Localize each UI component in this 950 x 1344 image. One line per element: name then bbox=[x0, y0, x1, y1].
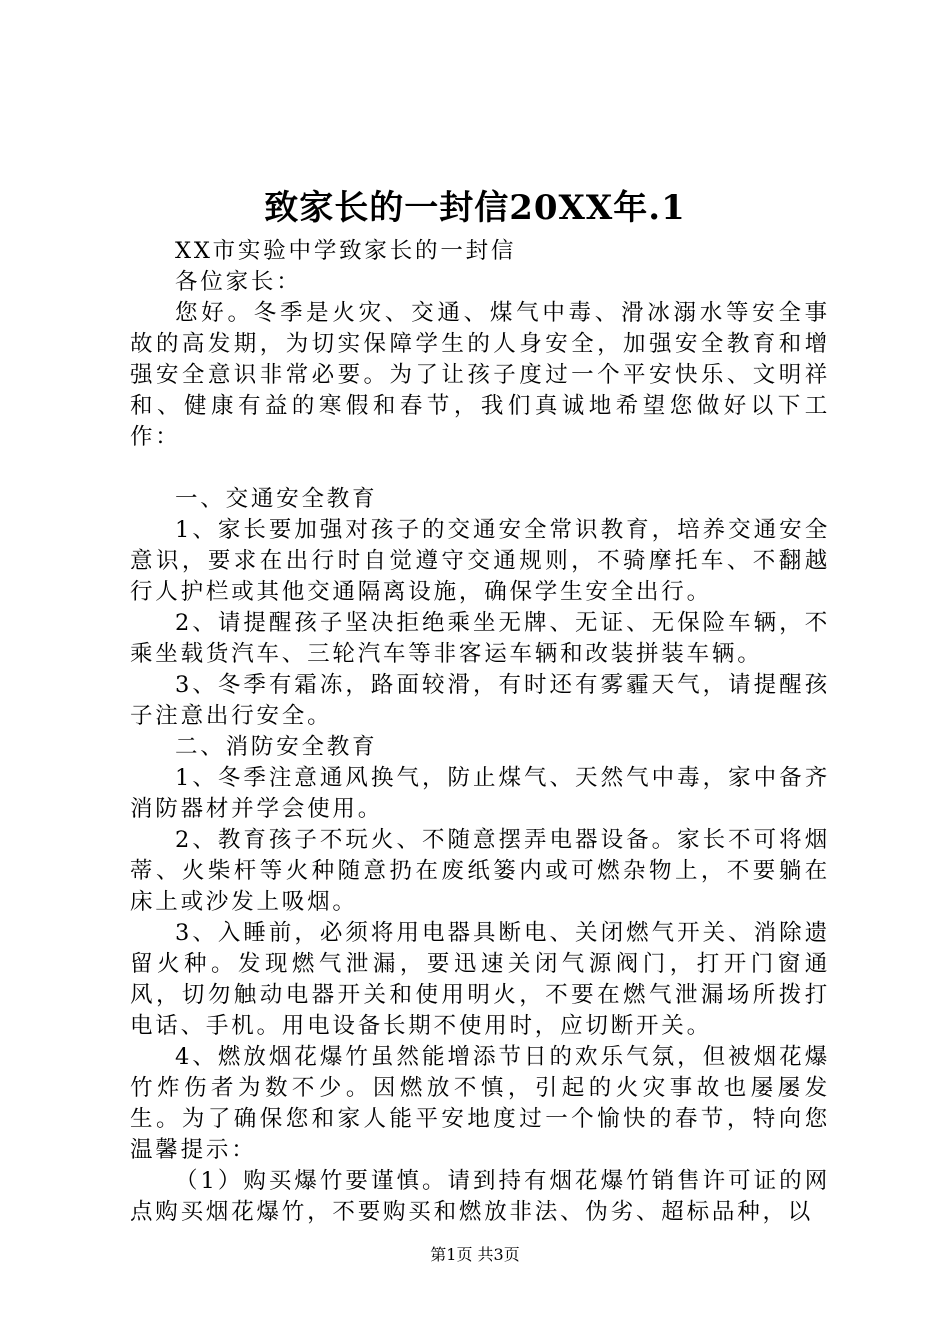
salutation: 各位家长： bbox=[175, 269, 302, 295]
traffic-item: 3、冬季有霜冻，路面较滑，有时还有雾霾天气，请提醒孩子注意出行安全。 bbox=[130, 672, 830, 729]
document-body bbox=[130, 236, 830, 1228]
school-line: XX市实验中学致家长的一封信 bbox=[175, 238, 517, 264]
intro-paragraph: 您好。冬季是火灾、交通、煤气中毒、滑冰溺水等安全事故的高发期，为切实保障学生的人身安全，加强安全教育和增强安全意识非常必要。为了让孩子度过一个平安快乐、文明祥和、健康有益的寒假和春节，我们真诚地希望您做好以下工作： bbox=[130, 300, 830, 450]
traffic-item: 1、家长要加强对孩子的交通安全常识教育，培养交通安全意识，要求在出行时自觉遵守交通规则，不骑摩托车、不翻越行人护栏或其他交通隔离设施，确保学生安全出行。 bbox=[130, 517, 830, 605]
fire-item: （1）购买爆竹要谨慎。请到持有烟花爆竹销售许可证的网点购买烟花爆竹，不要购买和燃放非法、伪劣、超标品种，以 bbox=[130, 1168, 830, 1225]
fire-item: 3、入睡前，必须将用电器具断电、关闭燃气开关、消除遗留火种。发现燃气泄漏，要迅速关闭气源阀门，打开门窗通风，切勿触动电器开关和使用明火，不要在燃气泄漏场所拨打电话、手机。用电设备长期不使用时，应切断开关。 bbox=[130, 920, 830, 1039]
fire-item: 4、燃放烟花爆竹虽然能增添节日的欢乐气氛，但被烟花爆竹炸伤者为数不少。因燃放不慎，引起的火灾事故也屡屡发生。为了确保您和家人能平安地度过一个愉快的春节，特向您温馨提示： bbox=[130, 1044, 830, 1163]
fire-item: 1、冬季注意通风换气，防止煤气、天然气中毒，家中备齐消防器材并学会使用。 bbox=[130, 765, 830, 822]
section-heading-traffic: 一、交通安全教育 bbox=[175, 486, 378, 512]
traffic-item: 2、请提醒孩子坚决拒绝乘坐无牌、无证、无保险车辆，不乘坐载货汽车、三轮汽车等非客运车辆和改装拼装车辆。 bbox=[130, 610, 830, 667]
paragraph-gap bbox=[130, 453, 830, 484]
page-footer: 第1页 共3页 bbox=[430, 1245, 520, 1264]
fire-item: 2、教育孩子不玩火、不随意摆弄电器设备。家长不可将烟蒂、火柴杆等火种随意扔在废纸篓内或可燃杂物上，不要躺在床上或沙发上吸烟。 bbox=[130, 827, 830, 915]
document-title: 致家长的一封信20XX年.1 bbox=[264, 188, 686, 228]
section-heading-fire: 二、消防安全教育 bbox=[175, 734, 378, 760]
